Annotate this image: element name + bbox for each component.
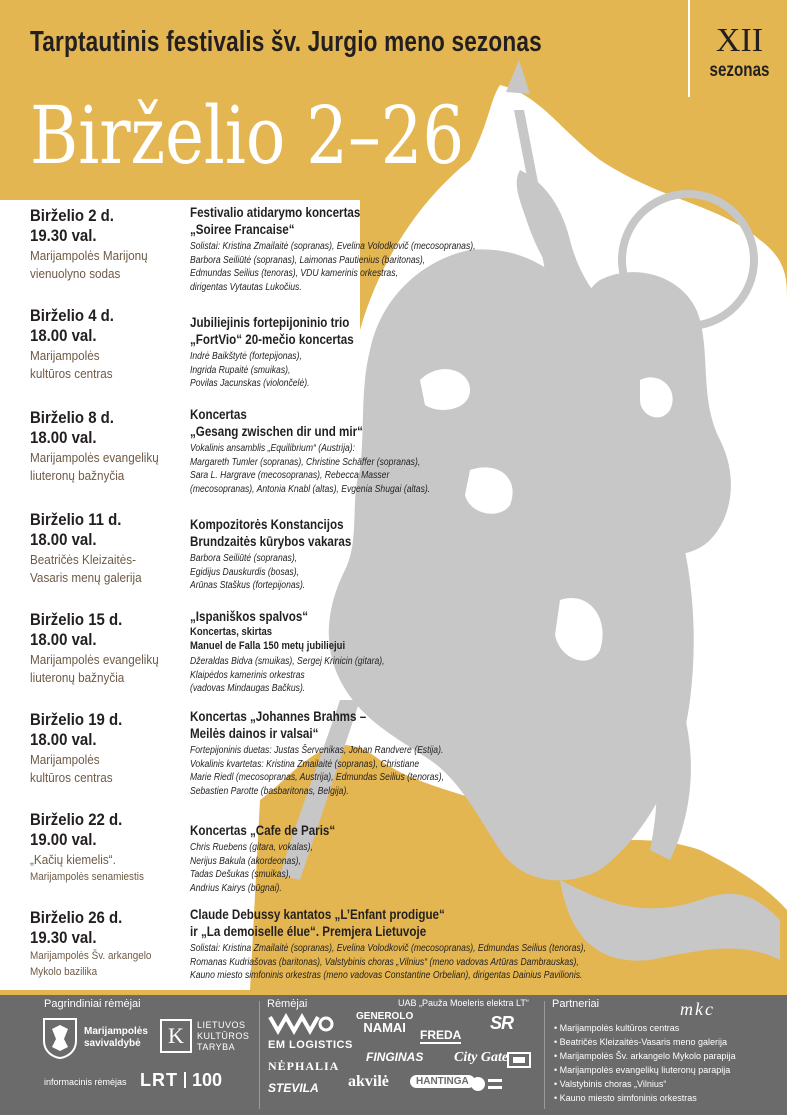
council-line: LIETUVOS xyxy=(197,1020,246,1030)
season-box xyxy=(688,0,787,97)
event-time: 19.30 val. xyxy=(30,226,97,245)
event-subtitle: Koncertas, skirtas xyxy=(190,626,273,638)
event-title: „Ispaniškos spalvos“ xyxy=(190,609,309,624)
event-venue: Mykolo bazilika xyxy=(30,966,98,978)
event-performers: Marie Riedl (mecosopranas, Austrija), Edmundas Seilius (tenoras), xyxy=(190,772,444,784)
event-date: Birželio 15 d. xyxy=(30,610,123,629)
event-details xyxy=(190,608,620,696)
footer-divider xyxy=(544,1001,545,1109)
event-venue: Marijampolės xyxy=(30,348,100,363)
nephalia-logo: NĖPHALIA xyxy=(268,1059,340,1073)
event-details xyxy=(190,708,620,798)
event-title: ir „La demoiselle élue“. Premjera Lietuvoje xyxy=(190,924,427,939)
event-performers: dirigentas Vytautas Lukočius. xyxy=(190,281,302,293)
partner-item: • Beatričės Kleizaitės-Vasaris meno galerija xyxy=(554,1037,728,1047)
event-title: Festivalio atidarymo koncertas xyxy=(190,205,361,220)
festival-title: Tarptautinis festivalis šv. Jurgio meno sezonas xyxy=(30,26,542,58)
event-title: Meilės dainos ir valsai“ xyxy=(190,726,319,741)
event-venue: Marijampolės xyxy=(30,752,100,767)
event-performers: Sara L. Hargrave (mecosopranas), Rebecca Masser xyxy=(190,470,390,482)
event-performers: Egidijus Dauskurdis (bosas), xyxy=(190,566,299,578)
finginas-logo: FINGINAS xyxy=(366,1050,424,1064)
partner-name: Beatričės Kleizaitės-Vasaris meno galerija xyxy=(559,1037,728,1047)
event-details xyxy=(190,822,620,895)
event-performers: Kauno miesto simfoninis orkestras (meno vadovas Constantine Orbelian), dirigentas Dainius Pavilionis. xyxy=(190,970,583,982)
event-details xyxy=(190,516,620,593)
stevila-logo: STEVILA xyxy=(268,1081,319,1095)
partner-name: Marijampolės Šv. arkangelo Mykolo parapija xyxy=(559,1051,736,1061)
event-date: Birželio 2 d. xyxy=(30,206,114,225)
akvile-logo: akvilė xyxy=(348,1073,389,1090)
culture-council-logo-icon: K xyxy=(160,1019,192,1053)
event-venue: Marijampolės evangelikų xyxy=(30,652,159,667)
municipality-crest-icon xyxy=(42,1017,78,1059)
partner-name: Kauno miesto simfoninis orkestras xyxy=(559,1093,697,1103)
freda-logo: FREDA xyxy=(420,1028,462,1042)
event-title: Jubiliejinis fortepijoninio trio xyxy=(190,315,350,330)
partner-name: Valstybinis choras „Vilnius“ xyxy=(559,1079,667,1089)
council-line: TARYBA xyxy=(197,1042,236,1052)
event-performers: Vokalinis ansamblis „Equilibrium“ (Austrija): xyxy=(190,443,356,454)
wave-logo-icon xyxy=(268,1013,334,1035)
event-performers: Fortepijoninis duetas: Justas Šervenikas, Johan Randvere (Estija). xyxy=(190,745,444,756)
event-performers: Romanas Kudriašovas (baritonas), Valstybinis choras „Vilnius“ (meno vadovas Artūras Dambrauskas), xyxy=(190,956,579,968)
event-performers: Tadas Dešukas (smuikas), xyxy=(190,869,292,881)
event-subtitle: Manuel de Falla 150 metų jubiliejui xyxy=(190,640,346,652)
event-performers: (mecosopranas), Antonia Knabl (altas), Evgenia Shugai (altas). xyxy=(190,483,431,495)
event-details xyxy=(190,406,620,496)
event-performers: Andrius Kairys (būgnai). xyxy=(190,882,282,894)
event-venue: liuteronų bažnyčia xyxy=(30,468,125,483)
event-title: „FortVio“ 20-mečio koncertas xyxy=(190,332,354,347)
event-venue: kultūros centras xyxy=(30,366,113,381)
event-title: Kompozitorės Konstancijos xyxy=(190,517,344,532)
event-performers: Edmundas Seilius (tenoras), VDU kamerinis orkestras, xyxy=(190,268,398,280)
sr-logo: SR xyxy=(490,1013,514,1033)
event-details xyxy=(190,204,620,294)
event-time: 18.00 val. xyxy=(30,630,97,649)
event-venue: Marijampolės evangelikų xyxy=(30,450,159,465)
event-date-block xyxy=(0,200,182,292)
event-venue: Marijampolės Marijonų xyxy=(30,248,148,263)
event-performers: Chris Ruebens (gitara, vokalas), xyxy=(190,842,313,853)
event-date-block xyxy=(0,402,182,494)
municipality-line: Marijampolės xyxy=(84,1026,148,1037)
event-venue: liuteronų bažnyčia xyxy=(30,670,125,685)
season-number: XII xyxy=(715,22,764,59)
event-title: Claude Debussy kantatos „L’Enfant prodigue“ xyxy=(190,907,445,922)
event-date-block xyxy=(0,902,182,988)
coffee-logo-icon xyxy=(470,1073,504,1095)
info-sponsor-label: informacinis rėmėjas xyxy=(44,1077,127,1087)
event-performers: Nerijus Bakula (akordeonas), xyxy=(190,855,301,867)
municipality-name xyxy=(84,1026,148,1050)
event-venue: kultūros centras xyxy=(30,770,113,785)
event-date: Birželio 26 d. xyxy=(30,908,123,927)
partner-item: • Kauno miesto simfoninis orkestras xyxy=(554,1093,697,1103)
event-performers: Ingrida Rupaitė (smuikas), xyxy=(190,364,291,376)
municipality-line: savivaldybė xyxy=(84,1038,141,1049)
culture-council-name xyxy=(197,1020,249,1053)
event-details xyxy=(190,906,780,983)
event-title: „Gesang zwischen dir und mir“ xyxy=(190,424,363,439)
footer-divider xyxy=(259,1001,260,1109)
event-performers: Solistai: Kristina Zmailaitė (sopranas), Evelina Volodkovič (mecosopranas), Edmundas Seilius (tenoras), xyxy=(190,943,586,954)
lrt-100-logo: 100 xyxy=(192,1070,223,1090)
event-venue: Marijampolės Šv. arkangelo xyxy=(30,950,152,962)
partner-name: Marijampolės kultūros centras xyxy=(559,1023,680,1033)
event-performers: Barbora Seiliūtė (sopranas), xyxy=(190,553,298,564)
event-venue: Vasaris menų galerija xyxy=(30,570,142,585)
em-logistics-logo: EM LOGISTICS xyxy=(268,1039,353,1051)
uab-text: UAB „Pauža Moeleris elektra LT“ xyxy=(398,998,529,1008)
event-performers: Klaipėdos kamerinis orkestras xyxy=(190,669,305,681)
event-date-block xyxy=(0,300,182,392)
event-performers: Margareth Tumler (sopranas), Christine Schäffer (sopranas), xyxy=(190,456,421,468)
event-venue: Beatričės Kleizaitės- xyxy=(30,552,137,567)
season-label: sezonas xyxy=(709,60,770,81)
event-title: „Soiree Francaise“ xyxy=(190,222,295,237)
namai-text: NAMAI xyxy=(363,1020,406,1035)
lrt-divider xyxy=(184,1072,186,1088)
event-time: 19.00 val. xyxy=(30,830,97,849)
event-performers: Indrė Baikštytė (fortepijonas), xyxy=(190,351,302,362)
event-time: 18.00 val. xyxy=(30,530,97,549)
construction-logo-icon xyxy=(506,1051,532,1069)
hantinga-logo: HANTINGA xyxy=(410,1075,475,1088)
event-time: 18.00 val. xyxy=(30,428,97,447)
event-time: 18.00 val. xyxy=(30,730,97,749)
partner-item: • Marijampolės Šv. arkangelo Mykolo parapija xyxy=(554,1051,736,1061)
event-date: Birželio 22 d. xyxy=(30,810,123,829)
city-gate-logo: City Gate xyxy=(454,1050,509,1065)
sponsors-footer xyxy=(0,995,787,1115)
event-date: Birželio 19 d. xyxy=(30,710,123,729)
event-date: Birželio 8 d. xyxy=(30,408,114,427)
main-sponsors-label: Pagrindiniai rėmėjai xyxy=(44,998,141,1010)
event-date-block xyxy=(0,804,182,896)
event-time: 19.30 val. xyxy=(30,928,97,947)
date-range-title: Birželio 2–26 xyxy=(30,89,465,182)
event-date-block xyxy=(0,504,182,596)
partner-item: • Marijampolės kultūros centras xyxy=(554,1023,680,1033)
partners-list xyxy=(554,1021,779,1105)
partner-name: Marijampolės evangelikų liuteronų parapija xyxy=(559,1065,731,1075)
event-title: Brundzaitės kūrybos vakaras xyxy=(190,534,352,549)
event-title: Koncertas „Johannes Brahms – xyxy=(190,709,367,724)
partner-item: • Marijampolės evangelikų liuteronų parapija xyxy=(554,1065,731,1075)
event-performers: Arūnas Staškus (fortepijonas). xyxy=(190,580,306,592)
sponsors-label: Rėmėjai xyxy=(267,998,308,1010)
event-date-block xyxy=(0,704,182,796)
generolo-text: GENEROLO xyxy=(356,1011,414,1022)
event-title: Koncertas „Cafe de Paris“ xyxy=(190,823,336,838)
mkc-logo: mkc xyxy=(680,999,715,1019)
event-date-block xyxy=(0,604,182,696)
event-performers: Vokalinis kvartetas: Kristina Zmailaitė (sopranas), Christiane xyxy=(190,758,420,770)
partner-item: • Valstybinis choras „Vilnius“ xyxy=(554,1079,667,1089)
header xyxy=(30,26,686,59)
event-date: Birželio 11 d. xyxy=(30,510,122,529)
lrt-logo: LRT xyxy=(140,1070,178,1090)
generolo-namai-logo xyxy=(356,1011,413,1033)
event-performers: Džeraldas Bidva (smuikas), Sergej Krinicin (gitara), xyxy=(190,656,385,667)
event-performers: Sebastien Parotte (basbaritonas, Belgija). xyxy=(190,785,349,797)
event-details xyxy=(190,314,620,391)
event-performers: Solistai: Kristina Zmailaitė (sopranas), Evelina Volodkovič (mecosopranas), xyxy=(190,241,476,252)
event-performers: (vadovas Mindaugas Bačkus). xyxy=(190,683,306,695)
event-performers: Barbora Seiliūtė (sopranas), Laimonas Pautienius (baritonas), xyxy=(190,254,426,266)
event-venue: vienuolyno sodas xyxy=(30,266,121,281)
event-time: 18.00 val. xyxy=(30,326,97,345)
event-venue: „Kačių kiemelis“. xyxy=(30,852,116,867)
event-date: Birželio 4 d. xyxy=(30,306,114,325)
event-performers: Povilas Jacunskas (violončelė). xyxy=(190,378,310,390)
partners-label: Partneriai xyxy=(552,998,600,1010)
event-venue: Marijampolės senamiestis xyxy=(30,871,144,883)
event-title: Koncertas xyxy=(190,407,247,422)
council-line: KULTŪROS xyxy=(197,1031,250,1041)
